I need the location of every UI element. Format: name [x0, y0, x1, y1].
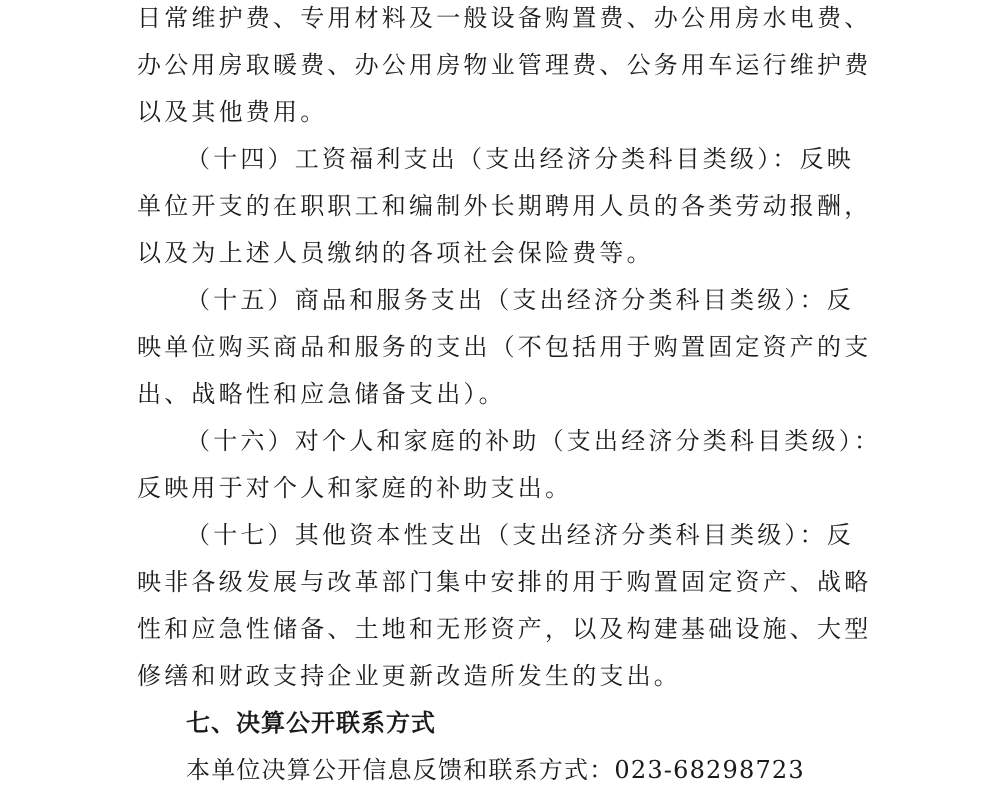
paragraph-line: 以及为上述人员缴纳的各项社会保险费等。 — [137, 239, 654, 267]
paragraph-line: 办公用房取暖费、办公用房物业管理费、公务用车运行维护费 — [137, 51, 872, 79]
paragraph-line: 映单位购买商品和服务的支出（不包括用于购置固定资产的支 — [137, 333, 872, 361]
contact-line: 本单位决算公开信息反馈和联系方式：023-68298723 — [186, 756, 805, 784]
paragraph-line: （十六）对个人和家庭的补助（支出经济分类科目类级）： — [186, 427, 882, 455]
paragraph-line: （十五）商品和服务支出（支出经济分类科目类级）：反 — [186, 286, 854, 314]
paragraph-line: 反映用于对个人和家庭的补助支出。 — [137, 474, 573, 502]
paragraph-line: （十七）其他资本性支出（支出经济分类科目类级）：反 — [186, 521, 854, 549]
paragraph-line: 日常维护费、专用材料及一般设备购置费、办公用房水电费、 — [137, 4, 872, 32]
section-heading: 七、决算公开联系方式 — [186, 709, 436, 737]
paragraph-line: 性和应急性储备、土地和无形资产，以及构建基础设施、大型 — [137, 615, 872, 643]
paragraph-line: 映非各级发展与改革部门集中安排的用于购置固定资产、战略 — [137, 568, 872, 596]
paragraph-line: 修缮和财政支持企业更新改造所发生的支出。 — [137, 662, 681, 690]
paragraph-line: 以及其他费用。 — [137, 98, 328, 126]
paragraph-line: 单位开支的在职职工和编制外长期聘用人员的各类劳动报酬， — [137, 192, 872, 220]
paragraph-line: 出、战略性和应急储备支出）。 — [137, 380, 506, 408]
paragraph-line: （十四）工资福利支出（支出经济分类科目类级）：反映 — [186, 145, 854, 173]
